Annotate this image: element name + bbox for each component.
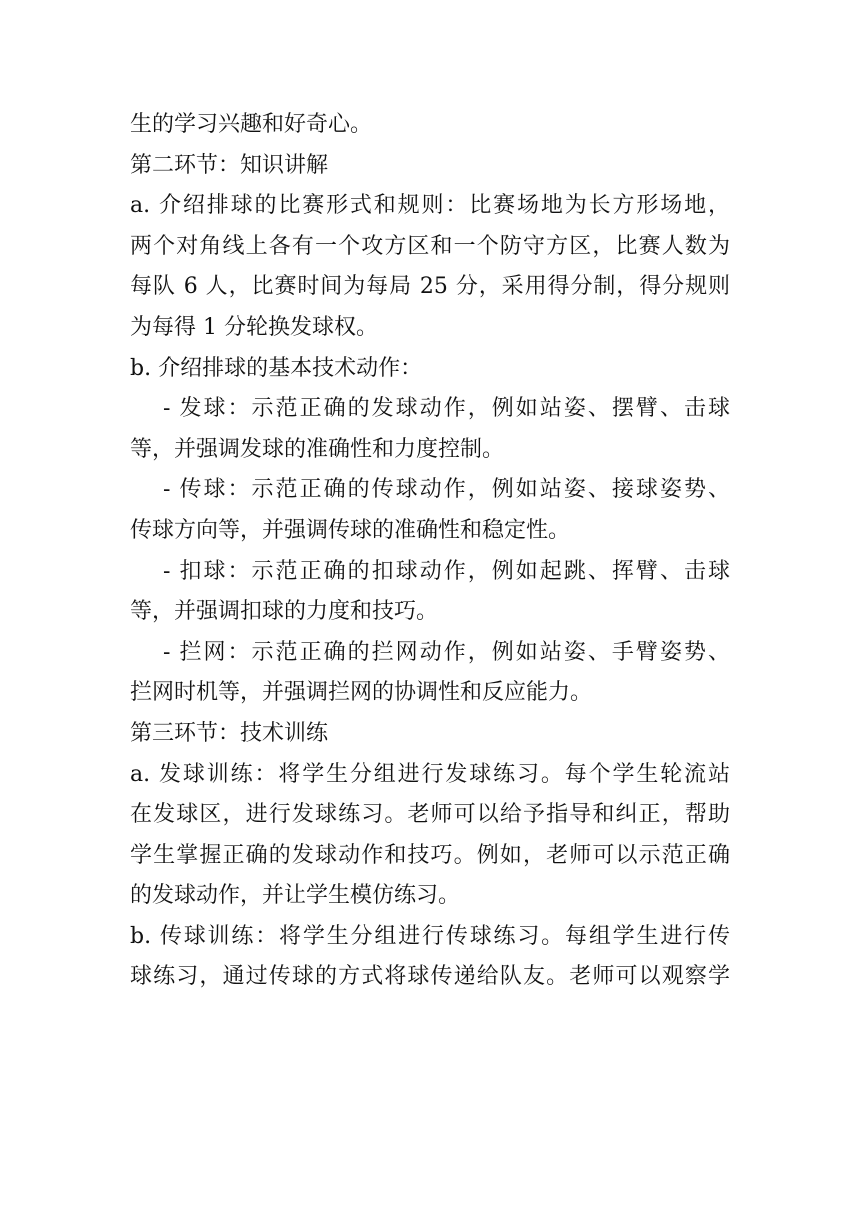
text-line: 等，并强调扣球的力度和技巧。 [130, 599, 439, 625]
text-line: a. 介绍排球的比赛形式和规则：比赛场地为长方形场地， [130, 193, 730, 219]
text-line: b. 介绍排球的基本技术动作： [130, 355, 423, 381]
text-line: 等，并强调发球的准确性和力度控制。 [130, 436, 505, 462]
text-line: - 传球：示范正确的传球动作，例如站姿、接球姿势、 [163, 477, 730, 503]
body-text [130, 105, 730, 998]
text-line: - 发球：示范正确的发球动作，例如站姿、摆臂、击球 [163, 396, 730, 422]
text-line: 第二环节：知识讲解 [130, 152, 329, 178]
text-line: 在发球区，进行发球练习。老师可以给予指导和纠正，帮助 [130, 802, 730, 828]
text-line: 两个对角线上各有一个攻方区和一个防守方区，比赛人数为 [130, 233, 730, 259]
text-line: 拦网时机等，并强调拦网的协调性和反应能力。 [130, 680, 593, 706]
text-line: 学生掌握正确的发球动作和技巧。例如，老师可以示范正确 [130, 842, 730, 868]
text-line: 生的学习兴趣和好奇心。 [130, 112, 373, 137]
text-line: 传球方向等，并强调传球的准确性和稳定性。 [130, 517, 571, 543]
text-line: - 扣球：示范正确的扣球动作，例如起跳、挥臂、击球 [163, 558, 730, 584]
text-line: 为每得 1 分轮换发球权。 [130, 314, 378, 340]
text-line: 球练习，通过传球的方式将球传递给队友。老师可以观察学 [130, 964, 730, 990]
text-line: 每队 6 人，比赛时间为每局 25 分，采用得分制，得分规则 [130, 274, 730, 300]
text-line: 的发球动作，并让学生模仿练习。 [130, 883, 461, 909]
text-line: b. 传球训练：将学生分组进行传球练习。每组学生进行传 [130, 923, 730, 949]
text-line: - 拦网：示范正确的拦网动作，例如站姿、手臂姿势、 [163, 639, 730, 665]
text-line: a. 发球训练：将学生分组进行发球练习。每个学生轮流站 [130, 761, 730, 787]
text-line: 第三环节：技术训练 [130, 720, 329, 746]
